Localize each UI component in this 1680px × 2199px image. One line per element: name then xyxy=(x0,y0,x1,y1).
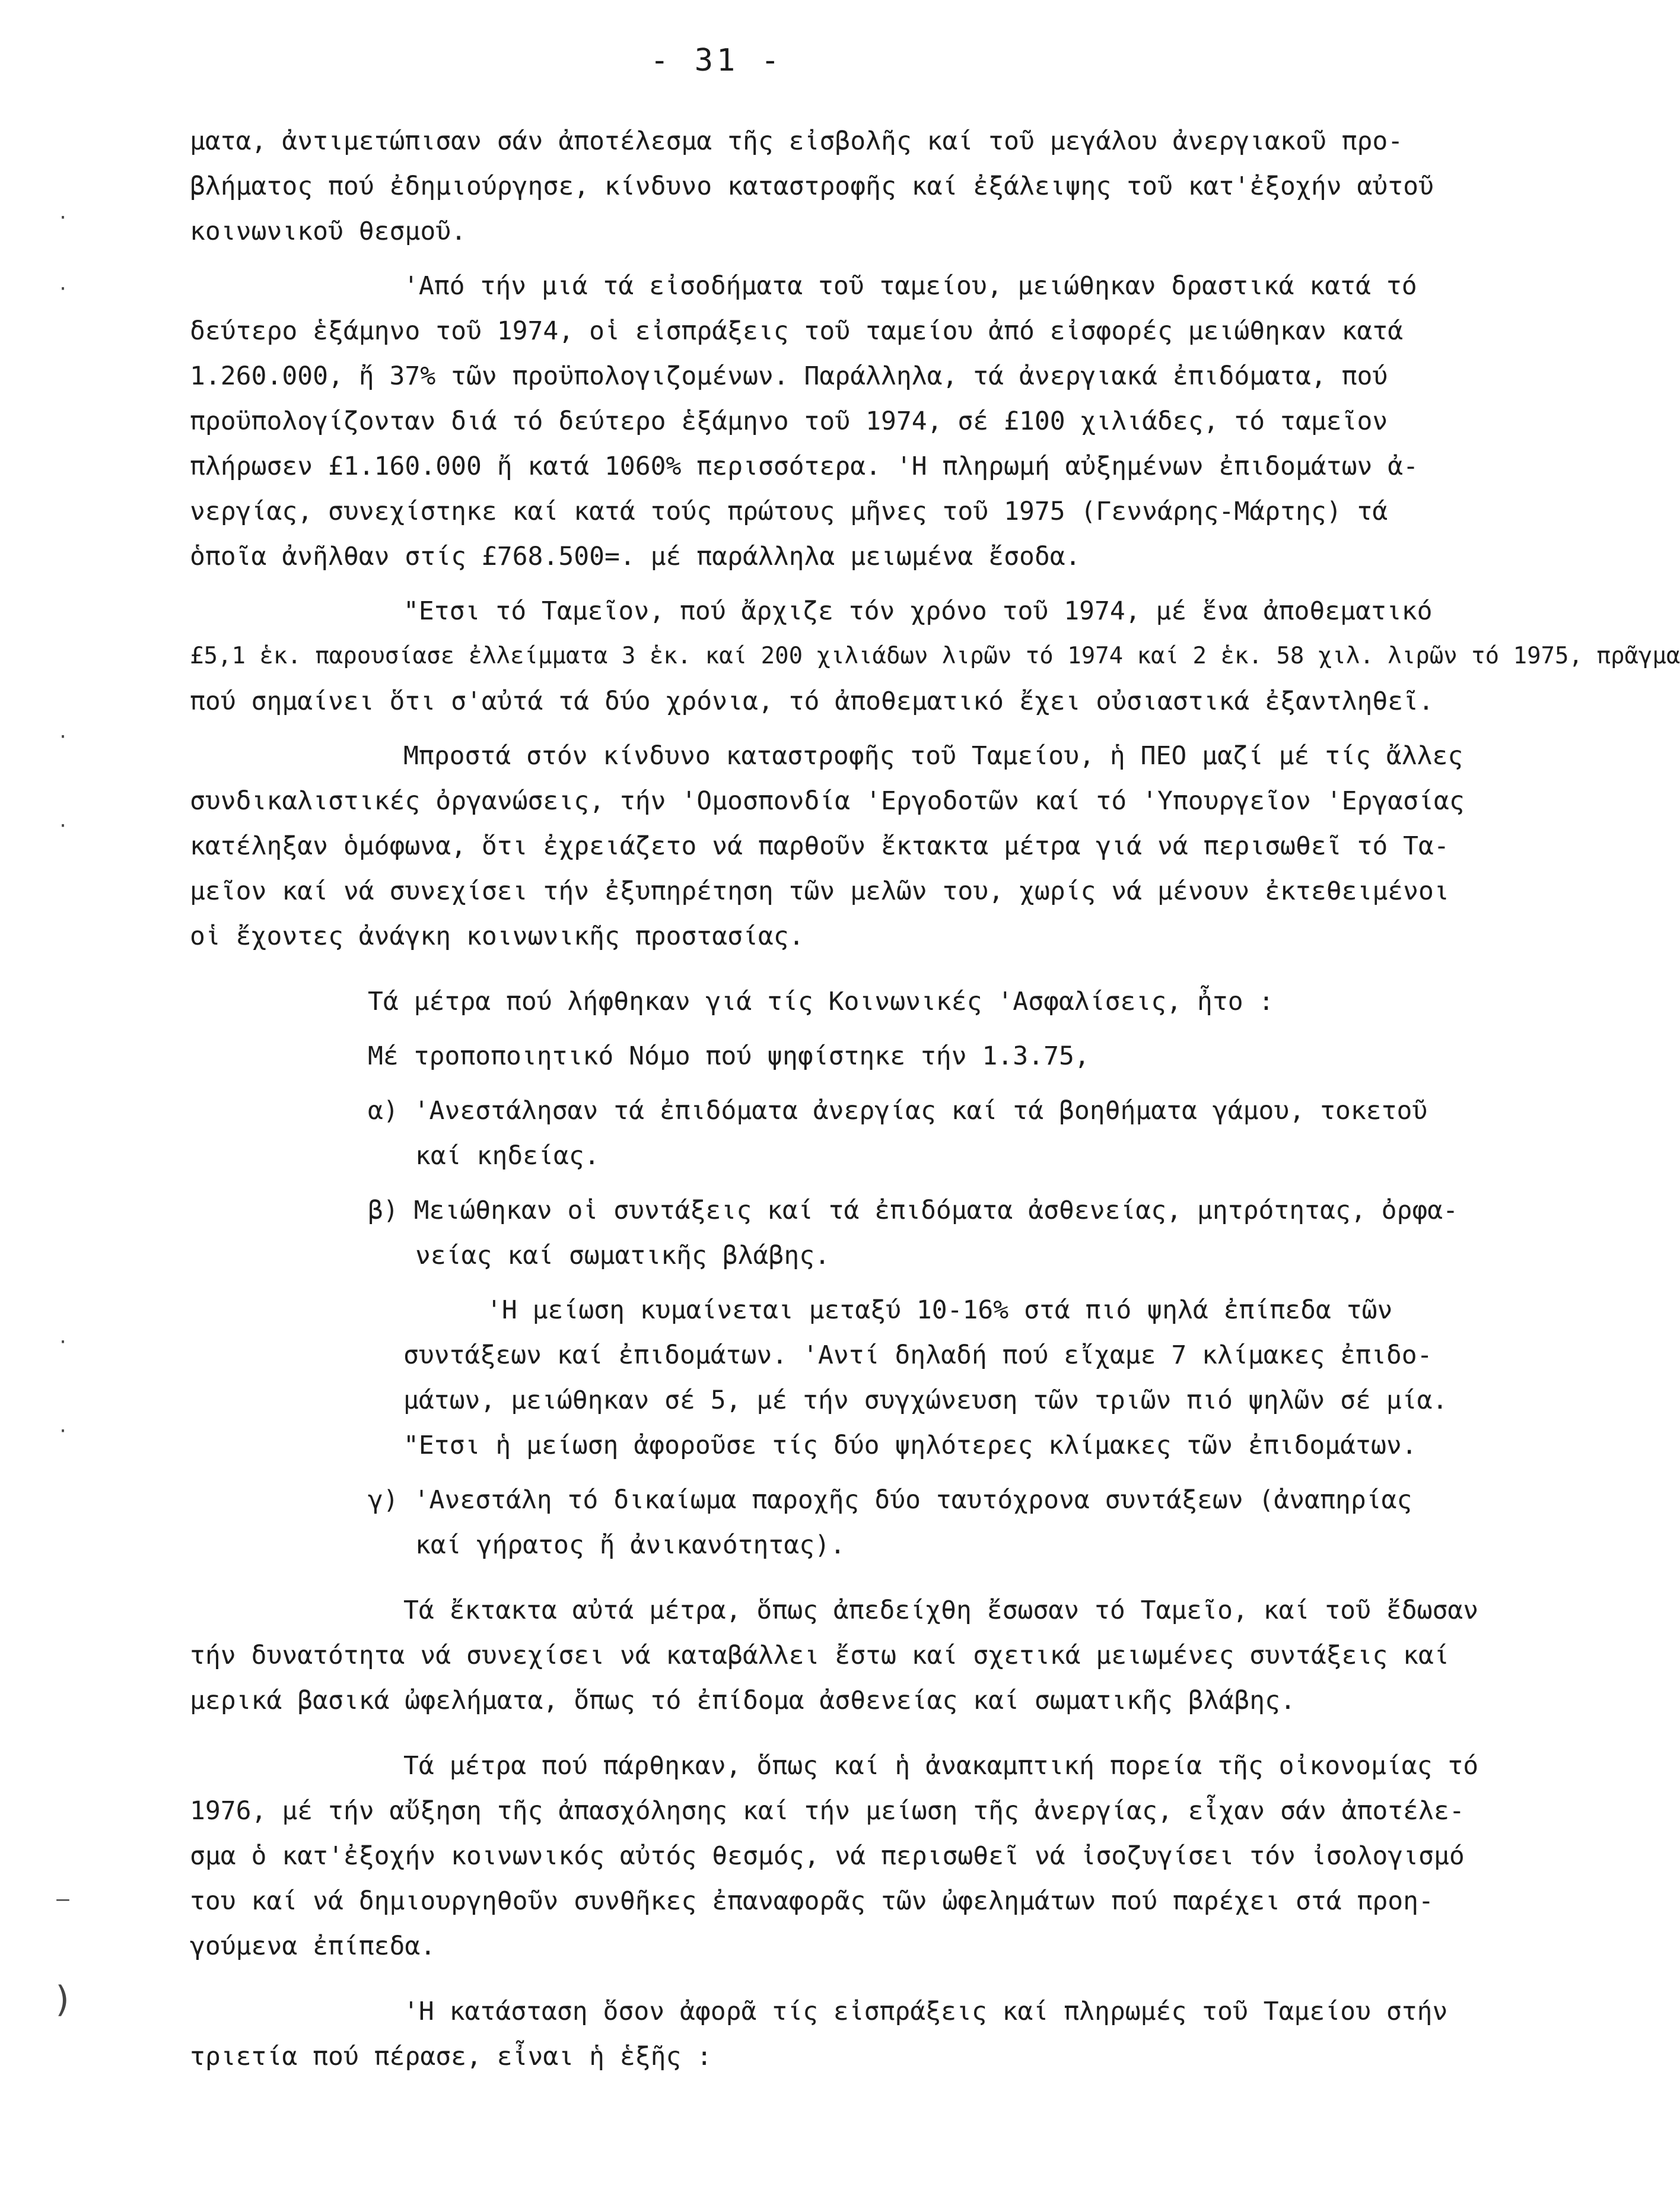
text-line: "Ετσι ἡ μείωση ἀφοροῦσε τίς δύο ψηλότερες κλίμακες τῶν ἐπιδομάτων. xyxy=(403,1431,1417,1460)
text-line: βλήματος πού ἐδημιούργησε, κίνδυνο καταστροφῆς καί ἐξάλειψης τοῦ κατ'ἐξοχήν αὐτοῦ xyxy=(190,171,1434,201)
text-line: μεῖον καί νά συνεχίσει τήν ἐξυπηρέτηση τῶν μελῶν του, χωρίς νά μένουν ἐκτεθειμένοι xyxy=(190,876,1449,906)
text-line: "Ετσι τό Ταμεῖον, πού ἄρχιζε τόν χρόνο τοῦ 1974, μέ ἕνα ἀποθεματικό xyxy=(403,596,1433,626)
list-item: γ) 'Ανεστάλη τό δικαίωμα παροχῆς δύο ταυτόχρονα συντάξεων (ἀναπηρίας xyxy=(368,1485,1412,1515)
text-line: δεύτερο ἑξάμηνο τοῦ 1974, οἱ εἰσπράξεις τοῦ ταμείου ἀπό εἰσφορές μειώθηκαν κατά xyxy=(190,316,1404,346)
text-line: ματα, ἀντιμετώπισαν σάν ἀποτέλεσμα τῆς εἰσβολῆς καί τοῦ μεγάλου ἀνεργιακοῦ προ- xyxy=(190,126,1404,156)
margin-dot-mark: · xyxy=(57,1332,69,1353)
text-line: Τά μέτρα πού πάρθηκαν, ὅπως καί ἡ ἀνακαμπτική πορεία τῆς οἰκονομίας τό xyxy=(403,1751,1479,1781)
text-line: τριετία πού πέρασε, εἶναι ἡ ἑξῆς : xyxy=(190,2042,712,2071)
text-line: προϋπολογίζονταν διά τό δεύτερο ἑξάμηνο τοῦ 1974, σέ £100 χιλιάδες, τό ταμεῖον xyxy=(190,406,1388,436)
text-line: 'Η μείωση κυμαίνεται μεταξύ 10-16% στά πιό ψηλά ἐπίπεδα τῶν xyxy=(486,1295,1393,1325)
margin-dot-mark: · xyxy=(57,279,69,300)
text-line: συνδικαλιστικές ὀργανώσεις, τήν 'Ομοσπονδία 'Εργοδοτῶν καί τό 'Υπουργεῖον 'Εργασίας xyxy=(190,786,1465,816)
list-item-continuation: καί κηδείας. xyxy=(415,1141,600,1171)
margin-dot-mark: · xyxy=(57,208,69,228)
margin-dash-mark: – xyxy=(56,1887,69,1911)
text-line: ὁποῖα ἀνῆλθαν στίς £768.500=. μέ παράλληλα μειωμένα ἔσοδα. xyxy=(190,542,1081,571)
text-line: γούμενα ἐπίπεδα. xyxy=(190,1931,436,1961)
margin-dot-mark: · xyxy=(57,1421,69,1442)
list-item: β) Μειώθηκαν οἱ συντάξεις καί τά ἐπιδόματα ἀσθενείας, μητρότητας, ὀρφα- xyxy=(368,1196,1459,1225)
text-line: τήν δυνατότητα νά συνεχίσει νά καταβάλλει ἔστω καί σχετικά μειωμένες συντάξεις καί xyxy=(190,1641,1449,1670)
text-line: 1.260.000, ἤ 37% τῶν προϋπολογιζομένων. Παράλληλα, τά ἀνεργιακά ἐπιδόματα, πού xyxy=(190,361,1388,391)
text-line: 1976, μέ τήν αὔξηση τῆς ἀπασχόλησης καί τήν μείωση τῆς ἀνεργίας, εἶχαν σάν ἀποτέλε- xyxy=(190,1796,1465,1826)
text-line: Τά μέτρα πού λήφθηκαν γιά τίς Κοινωνικές 'Ασφαλίσεις, ἦτο : xyxy=(368,987,1274,1016)
text-line: κατέληξαν ὁμόφωνα, ὅτι ἐχρειάζετο νά παρθοῦν ἔκτακτα μέτρα γιά νά περισωθεῖ τό Τα- xyxy=(190,831,1449,861)
text-line: οἱ ἔχοντες ἀνάγκη κοινωνικῆς προστασίας. xyxy=(190,921,804,951)
text-line: κοινωνικοῦ θεσμοῦ. xyxy=(190,217,466,246)
text-line: μάτων, μειώθηκαν σέ 5, μέ τήν συγχώνευση τῶν τριῶν πιό ψηλῶν σέ μία. xyxy=(403,1386,1448,1415)
page-number: - 31 - xyxy=(650,43,783,78)
text-line: του καί νά δημιουργηθοῦν συνθῆκες ἐπαναφορᾶς τῶν ὠφελημάτων πού παρέχει στά προη- xyxy=(190,1886,1434,1916)
text-line: νεργίας, συνεχίστηκε καί κατά τούς πρώτους μῆνες τοῦ 1975 (Γεννάρης-Μάρτης) τά xyxy=(190,497,1388,526)
margin-bracket-mark: ) xyxy=(52,1979,74,2020)
text-line: πού σημαίνει ὅτι σ'αὐτά τά δύο χρόνια, τό ἀποθεματικό ἔχει οὐσιαστικά ἐξαντληθεῖ. xyxy=(190,687,1434,716)
text-line: μερικά βασικά ὠφελήματα, ὅπως τό ἐπίδομα ἀσθενείας καί σωματικῆς βλάβης. xyxy=(190,1686,1296,1715)
text-line: συντάξεων καί ἐπιδομάτων. 'Αντί δηλαδή πού εἴχαμε 7 κλίμακες ἐπιδο- xyxy=(403,1340,1433,1370)
margin-dot-mark: · xyxy=(57,816,69,837)
list-item-continuation: καί γήρατος ἤ ἀνικανότητας). xyxy=(415,1530,845,1560)
text-line: σμα ὁ κατ'ἐξοχήν κοινωνικός αὐτός θεσμός, νά περισωθεῖ νά ἰσοζυγίσει τόν ἰσολογισμό xyxy=(190,1841,1465,1871)
text-line: 'Από τήν μιά τά εἰσοδήματα τοῦ ταμείου, μειώθηκαν δραστικά κατά τό xyxy=(403,271,1417,301)
document-body xyxy=(190,119,1680,2079)
text-line: Μέ τροποποιητικό Νόμο πού ψηφίστηκε τήν 1.3.75, xyxy=(368,1041,1090,1071)
list-item-continuation: νείας καί σωματικῆς βλάβης. xyxy=(415,1241,830,1270)
margin-dot-mark: · xyxy=(57,727,69,748)
text-line: Τά ἔκτακτα αὐτά μέτρα, ὅπως ἀπεδείχθη ἔσωσαν τό Ταμεῖο, καί τοῦ ἔδωσαν xyxy=(403,1596,1479,1625)
text-line: Μπροστά στόν κίνδυνο καταστροφῆς τοῦ Ταμείου, ἡ ΠΕΟ μαζί μέ τίς ἄλλες xyxy=(403,741,1463,771)
text-line: πλήρωσεν £1.160.000 ἤ κατά 1060% περισσότερα. 'Η πληρωμή αὐξημένων ἐπιδομάτων ἀ- xyxy=(190,452,1419,481)
list-item: α) 'Ανεστάλησαν τά ἐπιδόματα ἀνεργίας καί τά βοηθήματα γάμου, τοκετοῦ xyxy=(368,1096,1428,1126)
text-line: 'Η κατάσταση ὅσον ἀφορᾶ τίς εἰσπράξεις καί πληρωμές τοῦ Ταμείου στήν xyxy=(403,1997,1448,2026)
text-line: £5,1 ἑκ. παρουσίασε ἐλλείμματα 3 ἑκ. καί 200 χιλιάδων λιρῶν τό 1974 καί 2 ἑκ. 58 χιλ. λιρῶν τό 1975, πρᾶγμα xyxy=(190,643,1680,669)
